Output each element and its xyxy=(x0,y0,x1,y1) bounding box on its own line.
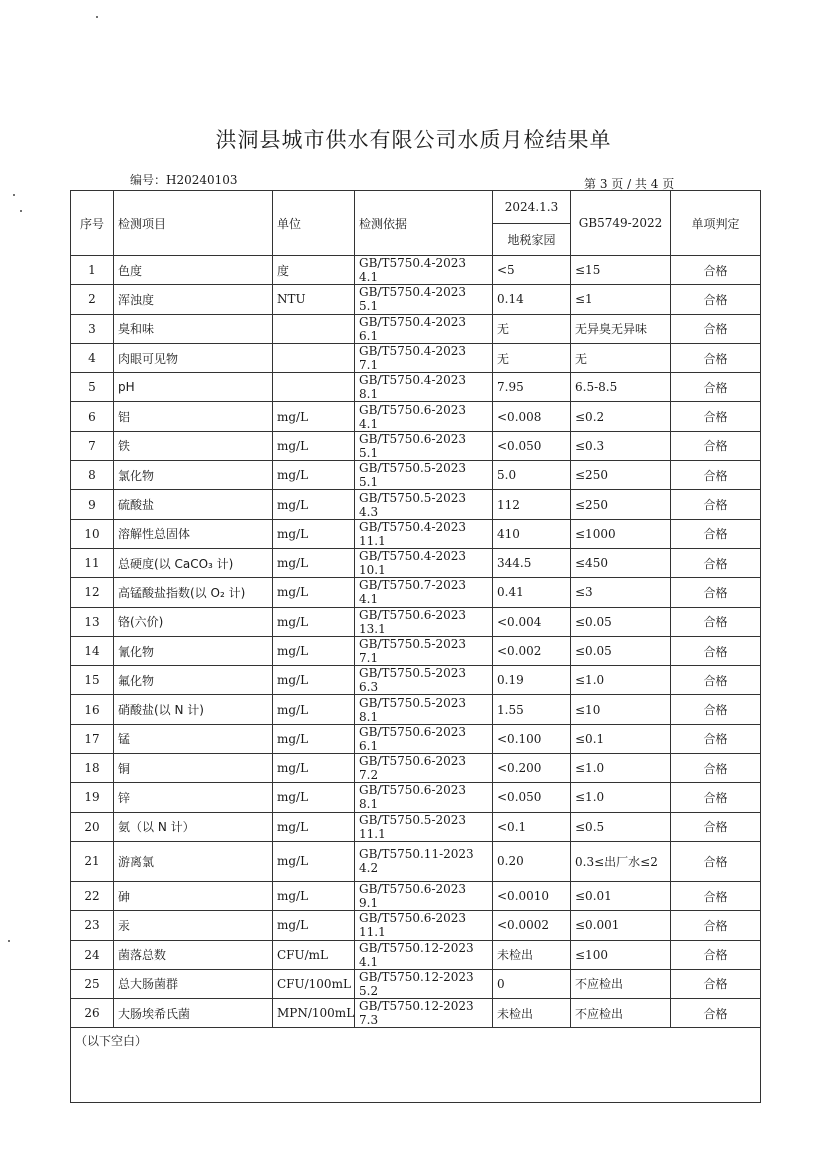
test-item: 臭和味 xyxy=(114,314,273,343)
limit-value: ≤1 xyxy=(571,285,671,314)
table-row xyxy=(71,754,761,783)
results-table xyxy=(70,190,761,1103)
row-number: 6 xyxy=(71,402,114,431)
method-basis: GB/T5750.5-2023 5.1 xyxy=(355,461,493,490)
method-basis: GB/T5750.12-2023 5.2 xyxy=(355,969,493,998)
verdict-cell: 合格 xyxy=(671,461,761,490)
result-value: 5.0 xyxy=(493,461,571,490)
limit-value: ≤0.2 xyxy=(571,402,671,431)
unit-cell: mg/L xyxy=(273,431,355,460)
method-basis: GB/T5750.4-2023 6.1 xyxy=(355,314,493,343)
row-number: 15 xyxy=(71,666,114,695)
row-number: 21 xyxy=(71,841,114,881)
verdict-cell: 合格 xyxy=(671,373,761,402)
limit-value: ≤15 xyxy=(571,256,671,285)
result-value: 344.5 xyxy=(493,548,571,577)
scan-speck xyxy=(96,16,98,18)
limit-value: 不应检出 xyxy=(571,969,671,998)
verdict-cell: 合格 xyxy=(671,881,761,910)
result-value: 112 xyxy=(493,490,571,519)
method-basis: GB/T5750.4-2023 7.1 xyxy=(355,343,493,372)
row-number: 20 xyxy=(71,812,114,841)
table-row xyxy=(71,695,761,724)
row-number: 26 xyxy=(71,999,114,1028)
verdict-cell: 合格 xyxy=(671,969,761,998)
table-row xyxy=(71,490,761,519)
verdict-cell: 合格 xyxy=(671,285,761,314)
unit-cell xyxy=(273,373,355,402)
header-site: 地税家园 xyxy=(493,224,571,256)
verdict-cell: 合格 xyxy=(671,431,761,460)
table-row xyxy=(71,666,761,695)
verdict-cell: 合格 xyxy=(671,754,761,783)
row-number: 8 xyxy=(71,461,114,490)
header-date: 2024.1.3 xyxy=(493,191,571,224)
table-row xyxy=(71,881,761,910)
test-item: 铬(六价) xyxy=(114,607,273,636)
test-item: 砷 xyxy=(114,881,273,910)
result-value: 410 xyxy=(493,519,571,548)
table-row xyxy=(71,578,761,607)
test-item: 铝 xyxy=(114,402,273,431)
method-basis: GB/T5750.7-2023 4.1 xyxy=(355,578,493,607)
table-row xyxy=(71,841,761,881)
limit-value: ≤1000 xyxy=(571,519,671,548)
header-item: 检测项目 xyxy=(114,191,273,256)
header-standard: GB5749-2022 xyxy=(571,191,671,256)
table-row xyxy=(71,783,761,812)
result-value: <0.0010 xyxy=(493,881,571,910)
limit-value: ≤0.05 xyxy=(571,607,671,636)
test-item: 氰化物 xyxy=(114,636,273,665)
verdict-cell: 合格 xyxy=(671,636,761,665)
result-value: 0.14 xyxy=(493,285,571,314)
table-row xyxy=(71,373,761,402)
test-item: 氟化物 xyxy=(114,666,273,695)
table-row xyxy=(71,636,761,665)
test-item: 锌 xyxy=(114,783,273,812)
row-number: 23 xyxy=(71,911,114,940)
method-basis: GB/T5750.11-2023 4.2 xyxy=(355,841,493,881)
test-item: 浑浊度 xyxy=(114,285,273,314)
unit-cell: CFU/mL xyxy=(273,940,355,969)
limit-value: ≤0.1 xyxy=(571,724,671,753)
test-item: 总硬度(以 CaCO₃ 计) xyxy=(114,548,273,577)
method-basis: GB/T5750.6-2023 5.1 xyxy=(355,431,493,460)
unit-cell: mg/L xyxy=(273,841,355,881)
test-item: 铜 xyxy=(114,754,273,783)
header-verdict: 单项判定 xyxy=(671,191,761,256)
unit-cell: mg/L xyxy=(273,666,355,695)
unit-cell: MPN/100mL xyxy=(273,999,355,1028)
verdict-cell: 合格 xyxy=(671,695,761,724)
limit-value: ≤1.0 xyxy=(571,754,671,783)
document-title: 洪洞县城市供水有限公司水质月检结果单 xyxy=(215,128,612,152)
result-value: 0 xyxy=(493,969,571,998)
verdict-cell: 合格 xyxy=(671,783,761,812)
method-basis: GB/T5750.6-2023 7.2 xyxy=(355,754,493,783)
result-value: 1.55 xyxy=(493,695,571,724)
test-item: 溶解性总固体 xyxy=(114,519,273,548)
row-number: 16 xyxy=(71,695,114,724)
row-number: 18 xyxy=(71,754,114,783)
page-indicator: 第 3 页 / 共 4 页 xyxy=(584,177,675,191)
row-number: 1 xyxy=(71,256,114,285)
scan-speck xyxy=(13,194,15,196)
method-basis: GB/T5750.6-2023 9.1 xyxy=(355,881,493,910)
result-value: <0.1 xyxy=(493,812,571,841)
result-value: <0.0002 xyxy=(493,911,571,940)
table-row xyxy=(71,285,761,314)
method-basis: GB/T5750.5-2023 11.1 xyxy=(355,812,493,841)
method-basis: GB/T5750.4-2023 5.1 xyxy=(355,285,493,314)
verdict-cell: 合格 xyxy=(671,999,761,1028)
test-item: 总大肠菌群 xyxy=(114,969,273,998)
result-value: 无 xyxy=(493,314,571,343)
row-number: 3 xyxy=(71,314,114,343)
unit-cell: mg/L xyxy=(273,881,355,910)
limit-value: 无异臭无异味 xyxy=(571,314,671,343)
result-value: 7.95 xyxy=(493,373,571,402)
table-row xyxy=(71,969,761,998)
unit-cell: mg/L xyxy=(273,724,355,753)
serial-number: 编号：H20240103 xyxy=(130,173,238,187)
result-value: <0.200 xyxy=(493,754,571,783)
table-row xyxy=(71,256,761,285)
table-row xyxy=(71,812,761,841)
method-basis: GB/T5750.12-2023 7.3 xyxy=(355,999,493,1028)
test-item: 汞 xyxy=(114,911,273,940)
unit-cell: mg/L xyxy=(273,519,355,548)
method-basis: GB/T5750.12-2023 4.1 xyxy=(355,940,493,969)
test-item: 氯化物 xyxy=(114,461,273,490)
unit-cell: mg/L xyxy=(273,402,355,431)
result-value: <0.002 xyxy=(493,636,571,665)
method-basis: GB/T5750.6-2023 6.1 xyxy=(355,724,493,753)
unit-cell: mg/L xyxy=(273,812,355,841)
method-basis: GB/T5750.6-2023 4.1 xyxy=(355,402,493,431)
limit-value: ≤0.05 xyxy=(571,636,671,665)
result-value: <0.100 xyxy=(493,724,571,753)
method-basis: GB/T5750.6-2023 13.1 xyxy=(355,607,493,636)
table-row xyxy=(71,940,761,969)
verdict-cell: 合格 xyxy=(671,607,761,636)
table-row xyxy=(71,314,761,343)
limit-value: ≤250 xyxy=(571,461,671,490)
row-number: 9 xyxy=(71,490,114,519)
result-value: <0.004 xyxy=(493,607,571,636)
limit-value: ≤0.001 xyxy=(571,911,671,940)
method-basis: GB/T5750.5-2023 4.3 xyxy=(355,490,493,519)
verdict-cell: 合格 xyxy=(671,548,761,577)
result-value: <0.050 xyxy=(493,783,571,812)
test-item: 大肠埃希氏菌 xyxy=(114,999,273,1028)
result-value: 0.20 xyxy=(493,841,571,881)
method-basis: GB/T5750.4-2023 4.1 xyxy=(355,256,493,285)
verdict-cell: 合格 xyxy=(671,256,761,285)
limit-value: 0.3≤出厂水≤2 xyxy=(571,841,671,881)
verdict-cell: 合格 xyxy=(671,490,761,519)
table-row xyxy=(71,461,761,490)
unit-cell: mg/L xyxy=(273,607,355,636)
row-number: 5 xyxy=(71,373,114,402)
limit-value: ≤10 xyxy=(571,695,671,724)
unit-cell: mg/L xyxy=(273,548,355,577)
method-basis: GB/T5750.5-2023 8.1 xyxy=(355,695,493,724)
result-value: <0.050 xyxy=(493,431,571,460)
header-unit: 单位 xyxy=(273,191,355,256)
header-basis: 检测依据 xyxy=(355,191,493,256)
row-number: 10 xyxy=(71,519,114,548)
table-row xyxy=(71,548,761,577)
unit-cell: mg/L xyxy=(273,911,355,940)
limit-value: ≤0.3 xyxy=(571,431,671,460)
result-value: 0.19 xyxy=(493,666,571,695)
test-item: 硝酸盐(以 N 计) xyxy=(114,695,273,724)
unit-cell: mg/L xyxy=(273,695,355,724)
unit-cell: 度 xyxy=(273,256,355,285)
test-item: pH xyxy=(114,373,273,402)
row-number: 13 xyxy=(71,607,114,636)
test-item: 菌落总数 xyxy=(114,940,273,969)
row-number: 7 xyxy=(71,431,114,460)
verdict-cell: 合格 xyxy=(671,724,761,753)
result-value: 无 xyxy=(493,343,571,372)
result-value: 0.41 xyxy=(493,578,571,607)
table-row xyxy=(71,724,761,753)
row-number: 12 xyxy=(71,578,114,607)
result-value: <0.008 xyxy=(493,402,571,431)
verdict-cell: 合格 xyxy=(671,578,761,607)
table-row xyxy=(71,607,761,636)
row-number: 22 xyxy=(71,881,114,910)
scan-speck xyxy=(20,210,22,212)
row-number: 24 xyxy=(71,940,114,969)
method-basis: GB/T5750.6-2023 11.1 xyxy=(355,911,493,940)
method-basis: GB/T5750.6-2023 8.1 xyxy=(355,783,493,812)
test-item: 游离氯 xyxy=(114,841,273,881)
verdict-cell: 合格 xyxy=(671,402,761,431)
table-row xyxy=(71,999,761,1028)
limit-value: 无 xyxy=(571,343,671,372)
unit-cell: mg/L xyxy=(273,461,355,490)
method-basis: GB/T5750.4-2023 10.1 xyxy=(355,548,493,577)
method-basis: GB/T5750.5-2023 6.3 xyxy=(355,666,493,695)
test-item: 铁 xyxy=(114,431,273,460)
test-item: 锰 xyxy=(114,724,273,753)
test-item: 肉眼可见物 xyxy=(114,343,273,372)
limit-value: 6.5-8.5 xyxy=(571,373,671,402)
limit-value: ≤0.5 xyxy=(571,812,671,841)
row-number: 2 xyxy=(71,285,114,314)
limit-value: ≤1.0 xyxy=(571,666,671,695)
blank-note: （以下空白） xyxy=(71,1028,761,1103)
row-number: 19 xyxy=(71,783,114,812)
unit-cell xyxy=(273,343,355,372)
row-number: 4 xyxy=(71,343,114,372)
limit-value: ≤450 xyxy=(571,548,671,577)
table-row xyxy=(71,911,761,940)
limit-value: ≤250 xyxy=(571,490,671,519)
table-row xyxy=(71,343,761,372)
unit-cell: NTU xyxy=(273,285,355,314)
table-row xyxy=(71,519,761,548)
row-number: 25 xyxy=(71,969,114,998)
unit-cell: mg/L xyxy=(273,578,355,607)
unit-cell: mg/L xyxy=(273,490,355,519)
table-row xyxy=(71,431,761,460)
row-number: 17 xyxy=(71,724,114,753)
limit-value: ≤0.01 xyxy=(571,881,671,910)
verdict-cell: 合格 xyxy=(671,940,761,969)
result-value: 未检出 xyxy=(493,999,571,1028)
row-number: 11 xyxy=(71,548,114,577)
unit-cell: mg/L xyxy=(273,783,355,812)
scan-speck xyxy=(8,940,10,942)
verdict-cell: 合格 xyxy=(671,314,761,343)
unit-cell xyxy=(273,314,355,343)
method-basis: GB/T5750.5-2023 7.1 xyxy=(355,636,493,665)
verdict-cell: 合格 xyxy=(671,812,761,841)
method-basis: GB/T5750.4-2023 8.1 xyxy=(355,373,493,402)
limit-value: ≤1.0 xyxy=(571,783,671,812)
test-item: 氨（以 N 计） xyxy=(114,812,273,841)
limit-value: ≤3 xyxy=(571,578,671,607)
row-number: 14 xyxy=(71,636,114,665)
verdict-cell: 合格 xyxy=(671,911,761,940)
unit-cell: mg/L xyxy=(273,754,355,783)
verdict-cell: 合格 xyxy=(671,519,761,548)
header-no: 序号 xyxy=(71,191,114,256)
test-item: 硫酸盐 xyxy=(114,490,273,519)
unit-cell: CFU/100mL xyxy=(273,969,355,998)
method-basis: GB/T5750.4-2023 11.1 xyxy=(355,519,493,548)
test-item: 高锰酸盐指数(以 O₂ 计) xyxy=(114,578,273,607)
verdict-cell: 合格 xyxy=(671,343,761,372)
result-value: 未检出 xyxy=(493,940,571,969)
limit-value: ≤100 xyxy=(571,940,671,969)
table-row xyxy=(71,402,761,431)
limit-value: 不应检出 xyxy=(571,999,671,1028)
verdict-cell: 合格 xyxy=(671,841,761,881)
result-value: <5 xyxy=(493,256,571,285)
verdict-cell: 合格 xyxy=(671,666,761,695)
test-item: 色度 xyxy=(114,256,273,285)
unit-cell: mg/L xyxy=(273,636,355,665)
